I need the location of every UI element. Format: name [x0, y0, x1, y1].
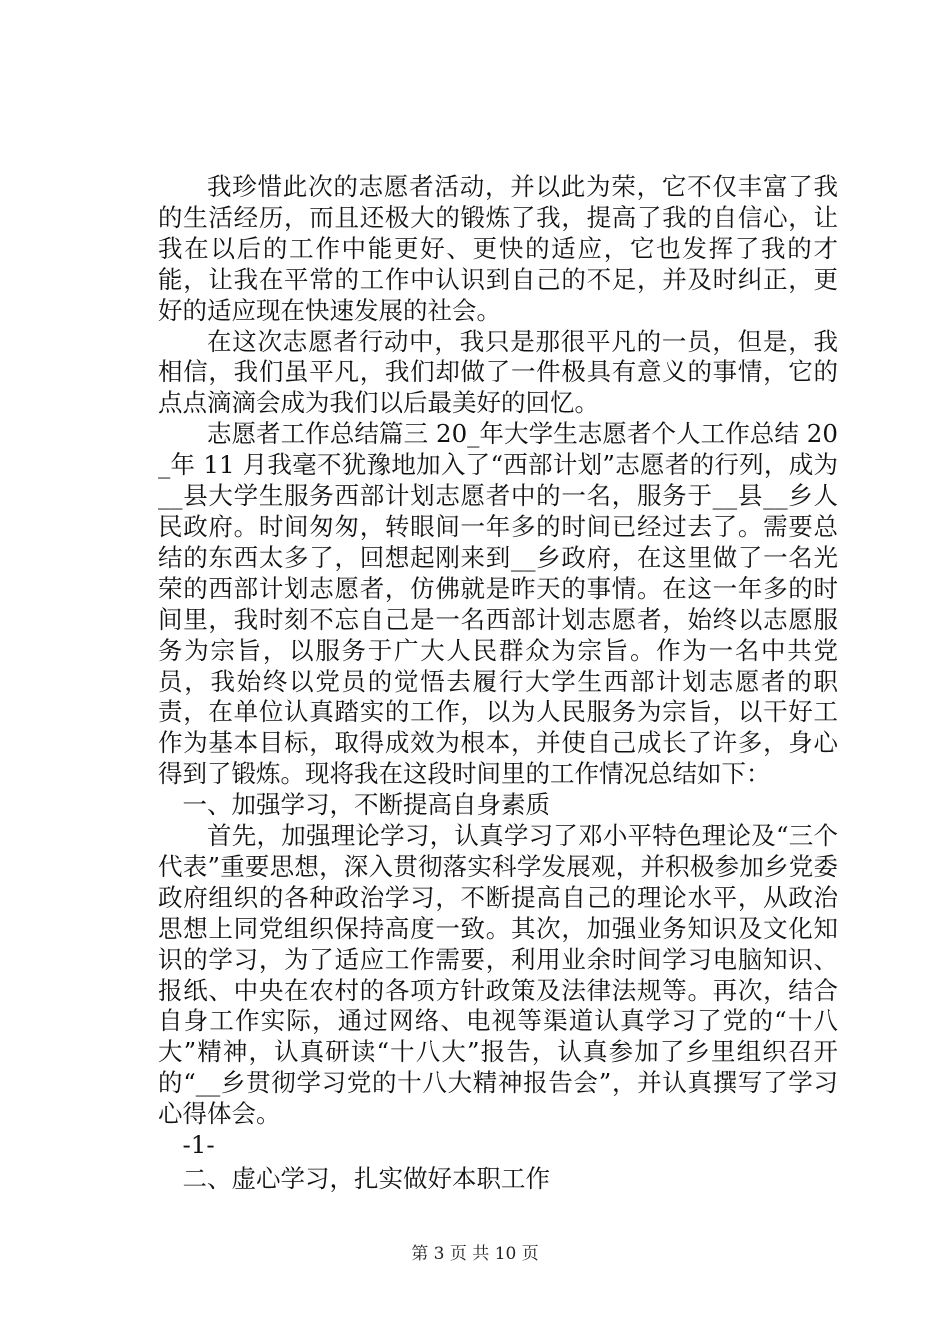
paragraph-4: 首先，加强理论学习，认真学习了邓小平特色理论及“三个代表”重要思想，深入贯彻落实科学发展观，并积极参加乡党委政府组织的各种政治学习，不断提高自己的理论水平，从政治思想上同党组织保持高度一致。其次，加强业务知识及文化知识的学习，为了适应工作需要，利用业余时间学习电脑知识、报纸、中央在农村的各项方针政策及法律法规等。再次，结合自身工作实际，通过网络、电视等渠道认真学习了党的“十八大”精神，认真研读“十八大”报告，认真参加了乡里组织召开的“__乡贯彻学习党的十八大精神报告会”，并认真撰写了学习心得体会。 — [158, 821, 838, 1129]
page-footer: 第 3 页 共 10 页 — [411, 1244, 539, 1264]
section-heading-2: 二、虚心学习，扎实做好本职工作 — [182, 1164, 550, 1193]
paragraph-2: 在这次志愿者行动中，我只是那很平凡的一员，但是，我相信，我们虽平凡，我们却做了一件极具有意义的事情，它的点点滴滴会成为我们以后最美好的回忆。 — [158, 326, 838, 418]
document-body — [158, 172, 838, 1195]
section-heading-1: 一、加强学习，不断提高自身素质 — [182, 790, 550, 820]
inline-page-marker: -1- — [182, 1130, 215, 1160]
paragraph-3: 志愿者工作总结篇三 20_年大学生志愿者个人工作总结 20_年 11 月我毫不犹豫地加入了“西部计划”志愿者的行列，成为__县大学生服务西部计划志愿者中的一名，服务于__县__乡人民政府。时间匆匆，转眼间一年多的时间已经过去了。需要总结的东西太多了，回想起刚来到__乡政府，在这里做了一名光荣的西部计划志愿者，仿佛就是昨天的事情。在这一年多的时间里，我时刻不忘自己是一名西部计划志愿者，始终以志愿服务为宗旨，以服务于广大人民群众为宗旨。作为一名中共党员，我始终以党员的觉悟去履行大学生西部计划志愿者的职责，在单位认真踏实的工作，以为人民服务为宗旨，以干好工作为基本目标，取得成效为根本，并使自己成长了许多，身心得到了锻炼。现将我在这段时间里的工作情况总结如下： — [158, 419, 838, 789]
paragraph-1: 我珍惜此次的志愿者活动，并以此为荣，它不仅丰富了我的生活经历，而且还极大的锻炼了我，提高了我的自信心，让我在以后的工作中能更好、更快的适应，它也发挥了我的才能，让我在平常的工作中认识到自己的不足，并及时纠正，更好的适应现在快速发展的社会。 — [158, 172, 838, 325]
